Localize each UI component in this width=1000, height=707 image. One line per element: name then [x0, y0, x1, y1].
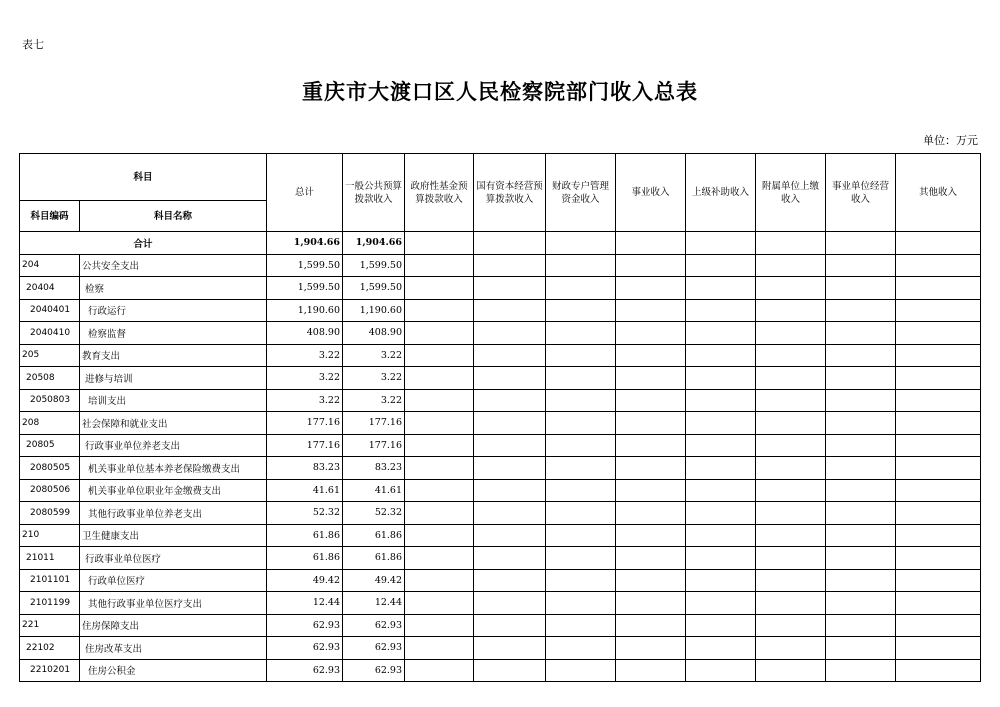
cell-code: 221 — [20, 614, 80, 637]
cell-empty — [896, 547, 981, 570]
cell-empty — [616, 614, 686, 637]
cell-empty — [616, 277, 686, 300]
cell-total: 12.44 — [267, 592, 343, 615]
cell-name: 培训支出 — [80, 389, 267, 412]
header-general-budget: 一般公共预算拨款收入 — [343, 154, 405, 232]
cell-general: 1,599.50 — [343, 254, 405, 277]
cell-total: 3.22 — [267, 389, 343, 412]
cell-empty — [896, 434, 981, 457]
cell-empty — [686, 524, 756, 547]
cell-empty — [616, 254, 686, 277]
cell-empty — [405, 502, 474, 525]
table-row — [20, 412, 981, 435]
cell-general: 1,190.60 — [343, 299, 405, 322]
income-table — [19, 153, 981, 682]
cell-code: 20805 — [20, 434, 80, 457]
cell-empty — [756, 614, 826, 637]
cell-total: 62.93 — [267, 659, 343, 682]
table-row — [20, 502, 981, 525]
cell-general: 177.16 — [343, 412, 405, 435]
table-row — [20, 457, 981, 480]
cell-empty — [616, 322, 686, 345]
cell-name: 行政单位医疗 — [80, 569, 267, 592]
cell-empty — [405, 569, 474, 592]
cell-empty — [756, 254, 826, 277]
cell-empty — [756, 367, 826, 390]
cell-empty — [546, 299, 616, 322]
cell-empty — [896, 299, 981, 322]
cell-empty — [405, 614, 474, 637]
cell-empty — [474, 637, 546, 660]
cell-empty — [474, 569, 546, 592]
cell-empty — [756, 389, 826, 412]
cell-name: 行政事业单位养老支出 — [80, 434, 267, 457]
cell-empty — [474, 479, 546, 502]
table-row — [20, 322, 981, 345]
table-row — [20, 277, 981, 300]
total-label: 合计 — [20, 232, 267, 255]
cell-empty — [474, 457, 546, 480]
cell-empty — [826, 614, 896, 637]
cell-general: 3.22 — [343, 389, 405, 412]
cell-empty — [546, 524, 616, 547]
cell-empty — [616, 412, 686, 435]
cell-empty — [546, 254, 616, 277]
cell-empty — [826, 502, 896, 525]
cell-empty — [826, 434, 896, 457]
cell-empty — [756, 322, 826, 345]
cell-empty — [686, 479, 756, 502]
cell-empty — [686, 547, 756, 570]
cell-empty — [756, 547, 826, 570]
cell-total: 177.16 — [267, 412, 343, 435]
cell-empty — [686, 389, 756, 412]
cell-empty — [616, 547, 686, 570]
cell-empty — [474, 434, 546, 457]
cell-general: 61.86 — [343, 524, 405, 547]
cell-empty — [474, 389, 546, 412]
cell-name: 行政事业单位医疗 — [80, 547, 267, 570]
cell-code: 21011 — [20, 547, 80, 570]
cell-empty — [896, 569, 981, 592]
cell-empty — [686, 412, 756, 435]
cell-empty — [546, 457, 616, 480]
cell-empty — [686, 659, 756, 682]
cell-empty — [826, 322, 896, 345]
cell-total: 3.22 — [267, 344, 343, 367]
cell-name: 进修与培训 — [80, 367, 267, 390]
cell-empty — [686, 592, 756, 615]
cell-name: 检察 — [80, 277, 267, 300]
cell-empty — [686, 569, 756, 592]
table-row — [20, 389, 981, 412]
cell-empty — [546, 569, 616, 592]
cell-empty — [546, 637, 616, 660]
cell-empty — [756, 659, 826, 682]
table-row — [20, 614, 981, 637]
cell-empty — [826, 547, 896, 570]
cell-empty — [756, 299, 826, 322]
cell-empty — [474, 299, 546, 322]
cell-empty — [405, 344, 474, 367]
cell-empty — [896, 614, 981, 637]
cell-empty — [896, 457, 981, 480]
header-superior-subsidy: 上级补助收入 — [686, 154, 756, 232]
cell-empty — [546, 479, 616, 502]
cell-empty — [686, 637, 756, 660]
cell-name: 其他行政事业单位养老支出 — [80, 502, 267, 525]
cell-empty — [546, 367, 616, 390]
cell-general: 49.42 — [343, 569, 405, 592]
cell-empty — [546, 412, 616, 435]
table-row — [20, 344, 981, 367]
cell-empty — [756, 412, 826, 435]
cell-code: 2050803 — [20, 389, 80, 412]
cell-empty — [616, 344, 686, 367]
cell-empty — [474, 412, 546, 435]
cell-empty — [546, 434, 616, 457]
cell-empty — [896, 344, 981, 367]
cell-total: 61.86 — [267, 524, 343, 547]
page-title: 重庆市大渡口区人民检察院部门收入总表 — [302, 79, 698, 104]
cell-code: 210 — [20, 524, 80, 547]
cell-empty — [405, 659, 474, 682]
cell-empty — [546, 502, 616, 525]
unit-label: 单位：万元 — [923, 134, 978, 147]
cell-empty — [405, 592, 474, 615]
cell-empty — [686, 457, 756, 480]
header-total: 总计 — [267, 154, 343, 232]
cell-code: 2040401 — [20, 299, 80, 322]
cell-empty — [474, 592, 546, 615]
cell-empty — [896, 389, 981, 412]
cell-empty — [474, 547, 546, 570]
cell-name: 教育支出 — [80, 344, 267, 367]
cell-total: 177.16 — [267, 434, 343, 457]
cell-empty — [756, 434, 826, 457]
cell-name: 检察监督 — [80, 322, 267, 345]
cell-empty — [826, 277, 896, 300]
table-row — [20, 659, 981, 682]
header-subject: 科目 — [20, 154, 267, 201]
cell-empty — [546, 344, 616, 367]
cell-empty — [756, 637, 826, 660]
cell-empty — [686, 614, 756, 637]
cell-code: 2080505 — [20, 457, 80, 480]
cell-empty — [826, 254, 896, 277]
cell-empty — [405, 254, 474, 277]
cell-general: 177.16 — [343, 434, 405, 457]
cell-empty — [756, 457, 826, 480]
cell-total: 1,599.50 — [267, 254, 343, 277]
cell-name: 机关事业单位基本养老保险缴费支出 — [80, 457, 267, 480]
total-row — [20, 232, 981, 255]
cell-empty — [686, 502, 756, 525]
cell-general: 3.22 — [343, 344, 405, 367]
cell-empty — [826, 299, 896, 322]
cell-empty — [405, 367, 474, 390]
cell-empty — [405, 299, 474, 322]
cell-empty — [474, 614, 546, 637]
header-business: 事业收入 — [616, 154, 686, 232]
cell-empty — [616, 367, 686, 390]
cell-code: 204 — [20, 254, 80, 277]
header-special-fund: 财政专户管理资金收入 — [546, 154, 616, 232]
cell-empty — [616, 592, 686, 615]
cell-empty — [474, 344, 546, 367]
cell-empty — [474, 524, 546, 547]
header-gov-fund: 政府性基金预算拨款收入 — [405, 154, 474, 232]
cell-empty — [405, 547, 474, 570]
cell-empty — [756, 569, 826, 592]
cell-empty — [756, 344, 826, 367]
cell-empty — [405, 412, 474, 435]
cell-general: 83.23 — [343, 457, 405, 480]
cell-general: 408.90 — [343, 322, 405, 345]
cell-empty — [686, 322, 756, 345]
cell-empty — [896, 412, 981, 435]
cell-code: 20404 — [20, 277, 80, 300]
cell-empty — [896, 479, 981, 502]
table-row — [20, 367, 981, 390]
cell-empty — [826, 569, 896, 592]
cell-empty — [616, 457, 686, 480]
cell-empty — [756, 524, 826, 547]
cell-name: 社会保障和就业支出 — [80, 412, 267, 435]
cell-total: 62.93 — [267, 614, 343, 637]
header-affiliated: 附属单位上缴收入 — [756, 154, 826, 232]
cell-empty — [826, 457, 896, 480]
table-row — [20, 569, 981, 592]
cell-name: 其他行政事业单位医疗支出 — [80, 592, 267, 615]
cell-empty — [826, 524, 896, 547]
cell-total: 1,599.50 — [267, 277, 343, 300]
cell-empty — [686, 299, 756, 322]
cell-general: 3.22 — [343, 367, 405, 390]
cell-empty — [616, 479, 686, 502]
cell-general: 62.93 — [343, 614, 405, 637]
cell-total: 52.32 — [267, 502, 343, 525]
cell-empty — [756, 502, 826, 525]
cell-empty — [686, 277, 756, 300]
cell-code: 2080599 — [20, 502, 80, 525]
cell-code: 2101101 — [20, 569, 80, 592]
cell-empty — [546, 614, 616, 637]
cell-empty — [896, 592, 981, 615]
cell-empty — [474, 659, 546, 682]
cell-general: 41.61 — [343, 479, 405, 502]
cell-code: 205 — [20, 344, 80, 367]
cell-empty — [546, 322, 616, 345]
cell-empty — [405, 524, 474, 547]
total-amount: 1,904.66 — [267, 232, 343, 255]
cell-empty — [686, 254, 756, 277]
header-operating: 事业单位经营收入 — [826, 154, 896, 232]
cell-total: 83.23 — [267, 457, 343, 480]
cell-name: 公共安全支出 — [80, 254, 267, 277]
cell-empty — [474, 322, 546, 345]
cell-code: 2210201 — [20, 659, 80, 682]
table-number: 表七 — [22, 38, 44, 51]
table-row — [20, 592, 981, 615]
cell-empty — [756, 277, 826, 300]
cell-empty — [896, 322, 981, 345]
cell-total: 62.93 — [267, 637, 343, 660]
cell-empty — [405, 322, 474, 345]
cell-empty — [896, 277, 981, 300]
cell-code: 2080506 — [20, 479, 80, 502]
table-row — [20, 479, 981, 502]
cell-empty — [405, 277, 474, 300]
cell-empty — [616, 434, 686, 457]
cell-empty — [896, 254, 981, 277]
cell-name: 住房保障支出 — [80, 614, 267, 637]
cell-empty — [826, 479, 896, 502]
cell-empty — [616, 524, 686, 547]
cell-empty — [616, 569, 686, 592]
cell-empty — [546, 659, 616, 682]
cell-general: 1,599.50 — [343, 277, 405, 300]
cell-empty — [546, 389, 616, 412]
cell-empty — [616, 502, 686, 525]
cell-empty — [826, 367, 896, 390]
total-general: 1,904.66 — [343, 232, 405, 255]
cell-empty — [474, 254, 546, 277]
cell-empty — [756, 592, 826, 615]
cell-empty — [896, 524, 981, 547]
cell-name: 行政运行 — [80, 299, 267, 322]
cell-empty — [826, 592, 896, 615]
table-row — [20, 299, 981, 322]
cell-empty — [686, 344, 756, 367]
cell-total: 61.86 — [267, 547, 343, 570]
cell-code: 20508 — [20, 367, 80, 390]
cell-empty — [616, 659, 686, 682]
header-state-capital: 国有资本经营预算拨款收入 — [474, 154, 546, 232]
cell-empty — [405, 457, 474, 480]
table-row — [20, 254, 981, 277]
cell-empty — [546, 547, 616, 570]
cell-code: 2040410 — [20, 322, 80, 345]
cell-empty — [826, 659, 896, 682]
cell-empty — [405, 479, 474, 502]
cell-empty — [546, 277, 616, 300]
table-row — [20, 434, 981, 457]
cell-empty — [756, 479, 826, 502]
cell-empty — [474, 277, 546, 300]
cell-empty — [546, 592, 616, 615]
cell-total: 3.22 — [267, 367, 343, 390]
cell-general: 62.93 — [343, 637, 405, 660]
cell-total: 49.42 — [267, 569, 343, 592]
cell-empty — [896, 659, 981, 682]
cell-name: 机关事业单位职业年金缴费支出 — [80, 479, 267, 502]
cell-empty — [474, 367, 546, 390]
cell-empty — [405, 637, 474, 660]
cell-empty — [896, 637, 981, 660]
cell-general: 61.86 — [343, 547, 405, 570]
cell-empty — [686, 434, 756, 457]
cell-name: 住房改革支出 — [80, 637, 267, 660]
cell-total: 41.61 — [267, 479, 343, 502]
cell-empty — [826, 344, 896, 367]
cell-empty — [474, 502, 546, 525]
header-other: 其他收入 — [896, 154, 981, 232]
cell-empty — [896, 502, 981, 525]
cell-empty — [405, 434, 474, 457]
cell-name: 卫生健康支出 — [80, 524, 267, 547]
cell-empty — [616, 389, 686, 412]
cell-total: 408.90 — [267, 322, 343, 345]
cell-code: 208 — [20, 412, 80, 435]
header-code: 科目编码 — [20, 201, 80, 232]
header-name: 科目名称 — [80, 201, 267, 232]
cell-code: 2101199 — [20, 592, 80, 615]
table-row — [20, 637, 981, 660]
cell-general: 12.44 — [343, 592, 405, 615]
cell-empty — [616, 299, 686, 322]
cell-empty — [405, 389, 474, 412]
cell-empty — [826, 389, 896, 412]
cell-empty — [896, 367, 981, 390]
table-row — [20, 547, 981, 570]
cell-code: 22102 — [20, 637, 80, 660]
cell-empty — [826, 412, 896, 435]
cell-empty — [616, 637, 686, 660]
cell-empty — [686, 367, 756, 390]
cell-name: 住房公积金 — [80, 659, 267, 682]
cell-general: 62.93 — [343, 659, 405, 682]
cell-total: 1,190.60 — [267, 299, 343, 322]
cell-empty — [826, 637, 896, 660]
table-row — [20, 524, 981, 547]
cell-general: 52.32 — [343, 502, 405, 525]
